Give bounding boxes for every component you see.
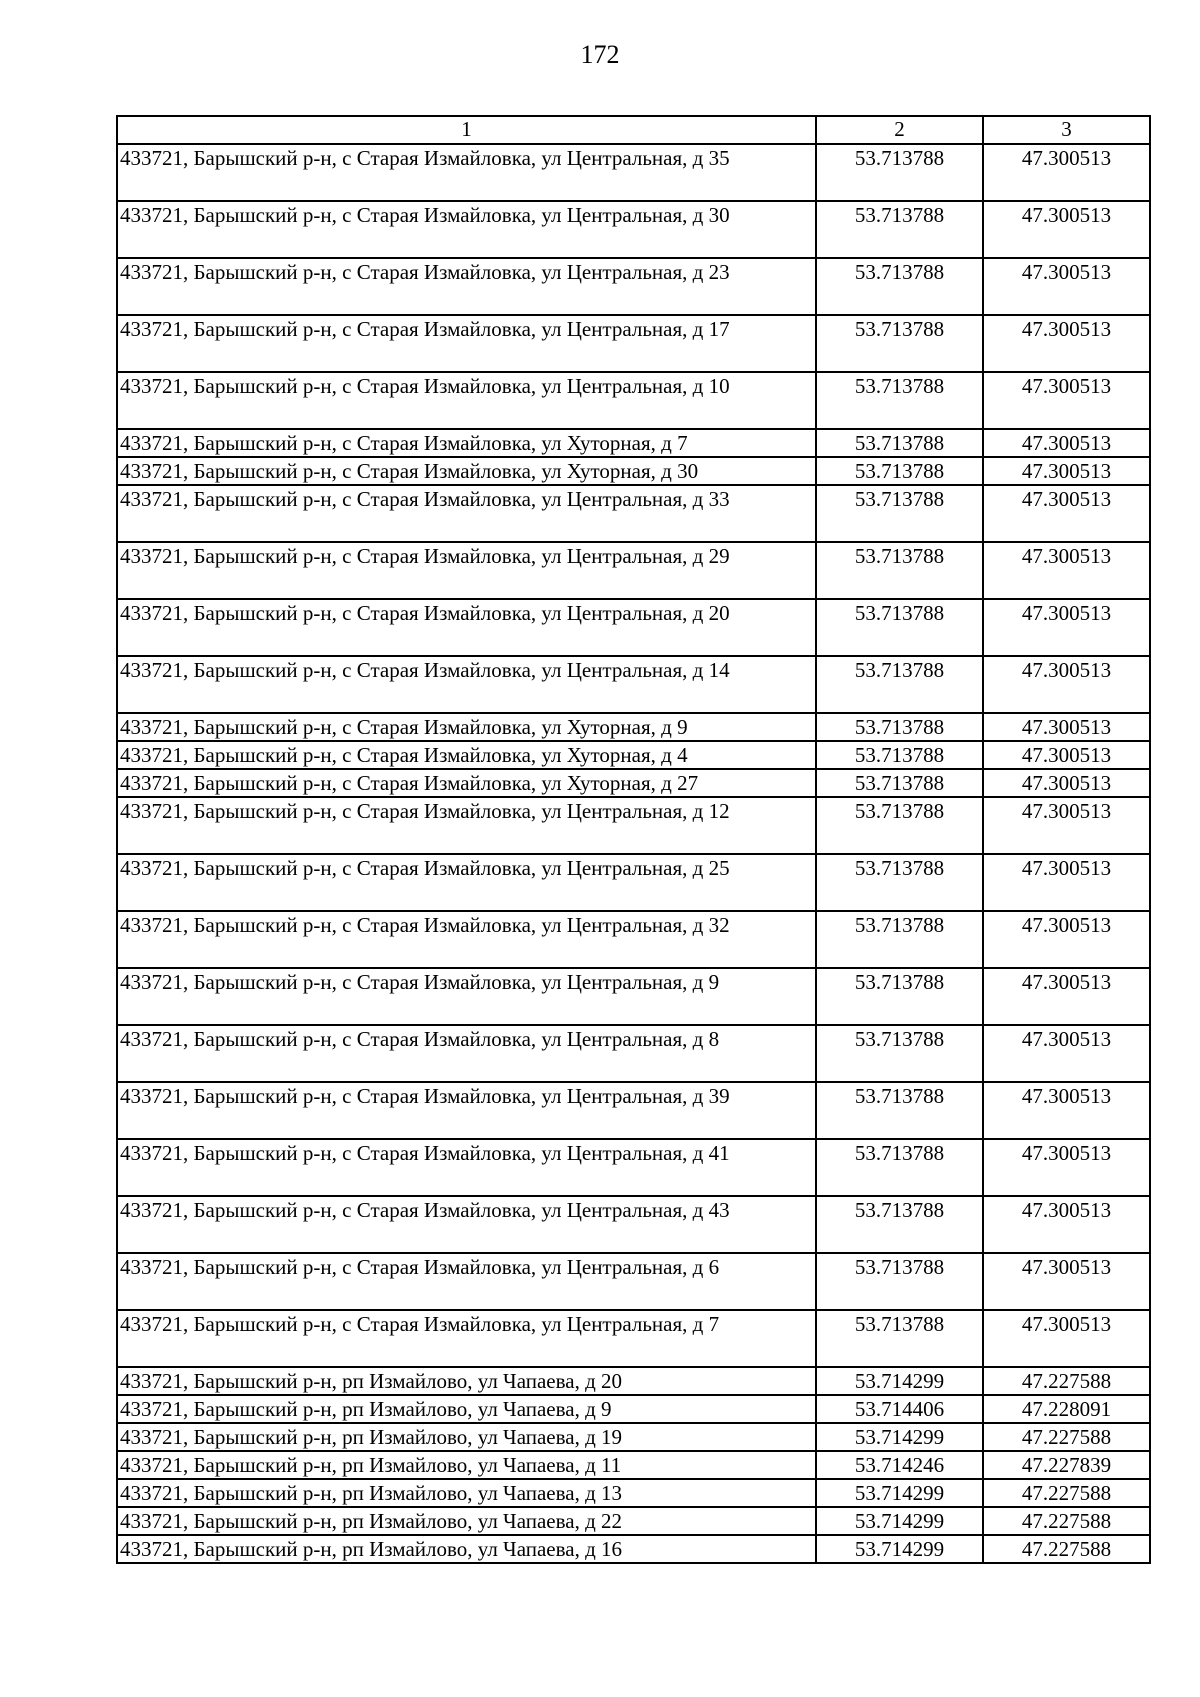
longitude-cell: 47.300513: [983, 372, 1150, 429]
longitude-cell: 47.300513: [983, 1082, 1150, 1139]
latitude-cell: 53.713788: [816, 485, 983, 542]
latitude-cell: 53.713788: [816, 968, 983, 1025]
latitude-cell: 53.713788: [816, 656, 983, 713]
latitude-cell: 53.713788: [816, 201, 983, 258]
longitude-cell: 47.300513: [983, 315, 1150, 372]
table-row: [117, 1139, 1150, 1196]
address-cell: 433721, Барышский р-н, с Старая Измайловка, ул Центральная, д 20: [117, 599, 816, 656]
longitude-cell: 47.227839: [983, 1451, 1150, 1479]
longitude-cell: 47.227588: [983, 1535, 1150, 1563]
table-body: [117, 116, 1150, 1563]
latitude-cell: 53.713788: [816, 1082, 983, 1139]
longitude-cell: 47.300513: [983, 1253, 1150, 1310]
table-row: [117, 1310, 1150, 1367]
table-row: [117, 1507, 1150, 1535]
latitude-cell: 53.713788: [816, 911, 983, 968]
address-cell: 433721, Барышский р-н, с Старая Измайловка, ул Центральная, д 35: [117, 144, 816, 201]
address-cell: 433721, Барышский р-н, с Старая Измайловка, ул Центральная, д 43: [117, 1196, 816, 1253]
latitude-cell: 53.713788: [816, 315, 983, 372]
longitude-cell: 47.300513: [983, 258, 1150, 315]
table-row: [117, 741, 1150, 769]
latitude-cell: 53.713788: [816, 769, 983, 797]
address-cell: 433721, Барышский р-н, с Старая Измайловка, ул Центральная, д 14: [117, 656, 816, 713]
page-number: 172: [580, 40, 620, 69]
table-row: [117, 542, 1150, 599]
longitude-cell: 47.300513: [983, 1025, 1150, 1082]
longitude-cell: 47.300513: [983, 769, 1150, 797]
table-row: [117, 1395, 1150, 1423]
latitude-cell: 53.713788: [816, 797, 983, 854]
address-cell: 433721, Барышский р-н, рп Измайлово, ул Чапаева, д 19: [117, 1423, 816, 1451]
longitude-cell: 47.300513: [983, 1196, 1150, 1253]
address-cell: 433721, Барышский р-н, с Старая Измайловка, ул Центральная, д 41: [117, 1139, 816, 1196]
longitude-cell: 47.300513: [983, 911, 1150, 968]
address-cell: 433721, Барышский р-н, рп Измайлово, ул Чапаева, д 22: [117, 1507, 816, 1535]
table-row: [117, 372, 1150, 429]
table-row: [117, 797, 1150, 854]
address-cell: 433721, Барышский р-н, с Старая Измайловка, ул Хуторная, д 9: [117, 713, 816, 741]
latitude-cell: 53.713788: [816, 854, 983, 911]
latitude-cell: 53.714299: [816, 1479, 983, 1507]
address-cell: 433721, Барышский р-н, с Старая Измайловка, ул Центральная, д 29: [117, 542, 816, 599]
address-cell: 433721, Барышский р-н, с Старая Измайловка, ул Центральная, д 25: [117, 854, 816, 911]
address-cell: 433721, Барышский р-н, с Старая Измайловка, ул Хуторная, д 27: [117, 769, 816, 797]
table-row: [117, 144, 1150, 201]
latitude-cell: 53.713788: [816, 372, 983, 429]
latitude-cell: 53.713788: [816, 1139, 983, 1196]
longitude-cell: 47.300513: [983, 599, 1150, 656]
table-row: [117, 429, 1150, 457]
address-cell: 433721, Барышский р-н, с Старая Измайловка, ул Хуторная, д 30: [117, 457, 816, 485]
longitude-cell: 47.300513: [983, 1310, 1150, 1367]
table-row: [117, 1196, 1150, 1253]
latitude-cell: 53.714299: [816, 1535, 983, 1563]
latitude-cell: 53.714299: [816, 1367, 983, 1395]
table-row: [117, 769, 1150, 797]
latitude-cell: 53.713788: [816, 741, 983, 769]
address-coordinates-table: [116, 115, 1151, 1564]
table-row: [117, 854, 1150, 911]
latitude-cell: 53.714246: [816, 1451, 983, 1479]
table-row: [117, 713, 1150, 741]
longitude-cell: 47.300513: [983, 429, 1150, 457]
latitude-cell: 53.713788: [816, 1310, 983, 1367]
longitude-cell: 47.300513: [983, 797, 1150, 854]
address-cell: 433721, Барышский р-н, рп Измайлово, ул Чапаева, д 11: [117, 1451, 816, 1479]
table-row: [117, 1535, 1150, 1563]
address-cell: 433721, Барышский р-н, рп Измайлово, ул Чапаева, д 16: [117, 1535, 816, 1563]
address-cell: 433721, Барышский р-н, рп Измайлово, ул Чапаева, д 20: [117, 1367, 816, 1395]
table-row: [117, 1367, 1150, 1395]
longitude-cell: 47.300513: [983, 1139, 1150, 1196]
address-cell: 433721, Барышский р-н, с Старая Измайловка, ул Хуторная, д 7: [117, 429, 816, 457]
table-row: [117, 1451, 1150, 1479]
address-cell: 433721, Барышский р-н, рп Измайлово, ул Чапаева, д 9: [117, 1395, 816, 1423]
longitude-cell: 47.227588: [983, 1479, 1150, 1507]
latitude-cell: 53.713788: [816, 1196, 983, 1253]
table-row: [117, 457, 1150, 485]
table-row: [117, 258, 1150, 315]
table-row: [117, 485, 1150, 542]
table-row: [117, 201, 1150, 258]
longitude-cell: 47.227588: [983, 1423, 1150, 1451]
longitude-cell: 47.300513: [983, 485, 1150, 542]
longitude-cell: 47.300513: [983, 201, 1150, 258]
address-cell: 433721, Барышский р-н, с Старая Измайловка, ул Центральная, д 9: [117, 968, 816, 1025]
latitude-cell: 53.713788: [816, 542, 983, 599]
address-cell: 433721, Барышский р-н, с Старая Измайловка, ул Центральная, д 17: [117, 315, 816, 372]
table-row: [117, 599, 1150, 656]
longitude-cell: 47.300513: [983, 144, 1150, 201]
address-cell: 433721, Барышский р-н, с Старая Измайловка, ул Центральная, д 30: [117, 201, 816, 258]
table-row: [117, 656, 1150, 713]
table-row: [117, 968, 1150, 1025]
longitude-cell: 47.228091: [983, 1395, 1150, 1423]
address-cell: 433721, Барышский р-н, с Старая Измайловка, ул Центральная, д 8: [117, 1025, 816, 1082]
longitude-cell: 47.227588: [983, 1367, 1150, 1395]
longitude-cell: 47.300513: [983, 741, 1150, 769]
column-header-2: 2: [816, 116, 983, 144]
table-header-row: [117, 116, 1150, 144]
longitude-cell: 47.227588: [983, 1507, 1150, 1535]
latitude-cell: 53.714299: [816, 1423, 983, 1451]
latitude-cell: 53.714299: [816, 1507, 983, 1535]
longitude-cell: 47.300513: [983, 542, 1150, 599]
latitude-cell: 53.713788: [816, 1253, 983, 1310]
latitude-cell: 53.713788: [816, 429, 983, 457]
table-row: [117, 1423, 1150, 1451]
latitude-cell: 53.713788: [816, 457, 983, 485]
latitude-cell: 53.713788: [816, 144, 983, 201]
longitude-cell: 47.300513: [983, 656, 1150, 713]
latitude-cell: 53.713788: [816, 599, 983, 656]
latitude-cell: 53.713788: [816, 713, 983, 741]
longitude-cell: 47.300513: [983, 713, 1150, 741]
address-cell: 433721, Барышский р-н, с Старая Измайловка, ул Центральная, д 10: [117, 372, 816, 429]
longitude-cell: 47.300513: [983, 457, 1150, 485]
latitude-cell: 53.713788: [816, 258, 983, 315]
address-cell: 433721, Барышский р-н, с Старая Измайловка, ул Центральная, д 23: [117, 258, 816, 315]
address-cell: 433721, Барышский р-н, с Старая Измайловка, ул Центральная, д 6: [117, 1253, 816, 1310]
table-row: [117, 1082, 1150, 1139]
column-header-1: 1: [117, 116, 816, 144]
address-cell: 433721, Барышский р-н, рп Измайлово, ул Чапаева, д 13: [117, 1479, 816, 1507]
address-cell: 433721, Барышский р-н, с Старая Измайловка, ул Хуторная, д 4: [117, 741, 816, 769]
table-row: [117, 1253, 1150, 1310]
table-row: [117, 1479, 1150, 1507]
address-cell: 433721, Барышский р-н, с Старая Измайловка, ул Центральная, д 32: [117, 911, 816, 968]
table-row: [117, 911, 1150, 968]
address-cell: 433721, Барышский р-н, с Старая Измайловка, ул Центральная, д 39: [117, 1082, 816, 1139]
longitude-cell: 47.300513: [983, 854, 1150, 911]
address-cell: 433721, Барышский р-н, с Старая Измайловка, ул Центральная, д 12: [117, 797, 816, 854]
longitude-cell: 47.300513: [983, 968, 1150, 1025]
latitude-cell: 53.714406: [816, 1395, 983, 1423]
table-row: [117, 1025, 1150, 1082]
column-header-3: 3: [983, 116, 1150, 144]
table-row: [117, 315, 1150, 372]
address-cell: 433721, Барышский р-н, с Старая Измайловка, ул Центральная, д 7: [117, 1310, 816, 1367]
address-cell: 433721, Барышский р-н, с Старая Измайловка, ул Центральная, д 33: [117, 485, 816, 542]
latitude-cell: 53.713788: [816, 1025, 983, 1082]
